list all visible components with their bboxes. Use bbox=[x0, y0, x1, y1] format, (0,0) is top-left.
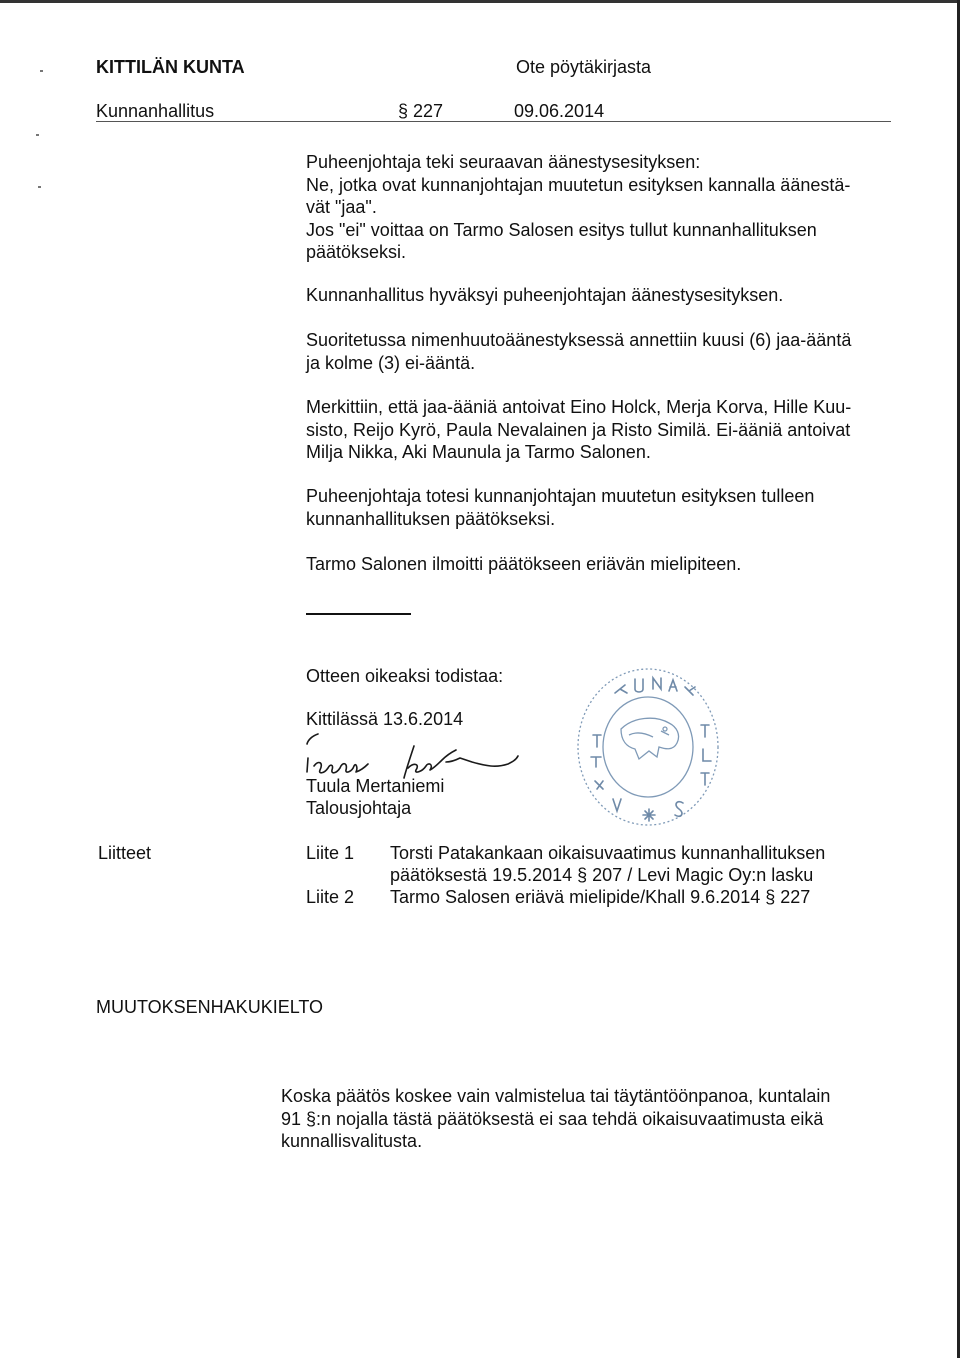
attachment-1-id: Liite 1 bbox=[306, 843, 355, 863]
signer-name: Tuula Mertaniemi bbox=[306, 776, 445, 796]
text-line: kunnallisvalitusta. bbox=[281, 1131, 423, 1151]
scan-top-border bbox=[0, 0, 960, 3]
scan-speck bbox=[38, 186, 41, 188]
appeal-heading: MUUTOKSENHAKUKIELTO bbox=[96, 997, 324, 1017]
text-line: kunnanhallituksen päätökseksi. bbox=[306, 508, 556, 529]
official-seal bbox=[573, 665, 723, 830]
attachment-2-id: Liite 2 bbox=[306, 887, 355, 907]
paragraph-voters bbox=[306, 396, 851, 464]
meeting-date: 09.06.2014 bbox=[514, 101, 605, 121]
text-line: Kunnanhallitus hyväksyi puheenjohtajan äänestysesityksen. bbox=[306, 285, 784, 305]
text-line: Merkittiin, että jaa-ääniä antoivat Eino Holck, Merja Korva, Hille Kuu- bbox=[306, 397, 852, 417]
scan-speck bbox=[40, 70, 43, 72]
appeal-text bbox=[281, 1085, 830, 1153]
certification-label: Otteen oikeaksi todistaa: bbox=[306, 666, 504, 686]
section-number: § 227 bbox=[398, 101, 444, 121]
text-line: Puheenjohtaja teki seuraavan äänestysesityksen: bbox=[306, 152, 701, 172]
signer-title: Talousjohtaja bbox=[306, 798, 412, 818]
text-line: vät "jaa". bbox=[306, 197, 377, 217]
text-line: Ne, jotka ovat kunnanjohtajan muutetun esityksen kannalla äänestä- bbox=[306, 174, 851, 195]
certification-place-date: Kittilässä 13.6.2014 bbox=[306, 709, 464, 729]
paragraph-approval bbox=[306, 284, 783, 307]
text-line: Milja Nikka, Aki Maunula ja Tarmo Salonen. bbox=[306, 442, 651, 462]
attachments-label: Liitteet bbox=[98, 843, 152, 863]
paragraph-voting-proposal bbox=[306, 151, 850, 264]
text-line: Jos "ei" voittaa on Tarmo Salosen esitys tullut kunnanhallituksen bbox=[306, 219, 817, 240]
section-divider bbox=[306, 613, 411, 615]
document-type: Ote pöytäkirjasta bbox=[516, 57, 652, 77]
text-line: Suoritetussa nimenhuutoäänestyksessä annettiin kuusi (6) jaa-ääntä bbox=[306, 330, 852, 350]
text-line: 91 §:n nojalla tästä päätöksestä ei saa tehdä oikaisuvaatimusta eikä bbox=[281, 1108, 824, 1129]
text-line: ja kolme (3) ei-ääntä. bbox=[306, 352, 476, 373]
text-line: Tarmo Salonen ilmoitti päätökseen eriävän mielipiteen. bbox=[306, 554, 742, 574]
governing-body: Kunnanhallitus bbox=[96, 101, 215, 121]
paragraph-dissent bbox=[306, 553, 741, 576]
text-line: Koska päätös koskee vain valmistelua tai täytäntöönpanoa, kuntalain bbox=[281, 1086, 831, 1106]
paragraph-decision bbox=[306, 485, 814, 530]
attachment-2-line-1: Tarmo Salosen eriävä mielipide/Khall 9.6.2014 § 227 bbox=[390, 887, 811, 907]
header-rule bbox=[96, 121, 891, 122]
text-line: päätökseksi. bbox=[306, 242, 407, 262]
text-line: Puheenjohtaja totesi kunnanjohtajan muutetun esityksen tulleen bbox=[306, 486, 815, 506]
attachment-1-line-2: päätöksestä 19.5.2014 § 207 / Levi Magic Oy:n lasku bbox=[390, 865, 814, 885]
municipality-name: KITTILÄN KUNTA bbox=[96, 57, 245, 77]
attachment-1-line-1: Torsti Patakankaan oikaisuvaatimus kunnanhallituksen bbox=[390, 843, 826, 863]
scan-speck bbox=[36, 134, 39, 136]
paragraph-vote-result bbox=[306, 329, 851, 374]
text-line: sisto, Reijo Kyrö, Paula Nevalainen ja Risto Similä. Ei-ääniä antoivat bbox=[306, 419, 851, 440]
